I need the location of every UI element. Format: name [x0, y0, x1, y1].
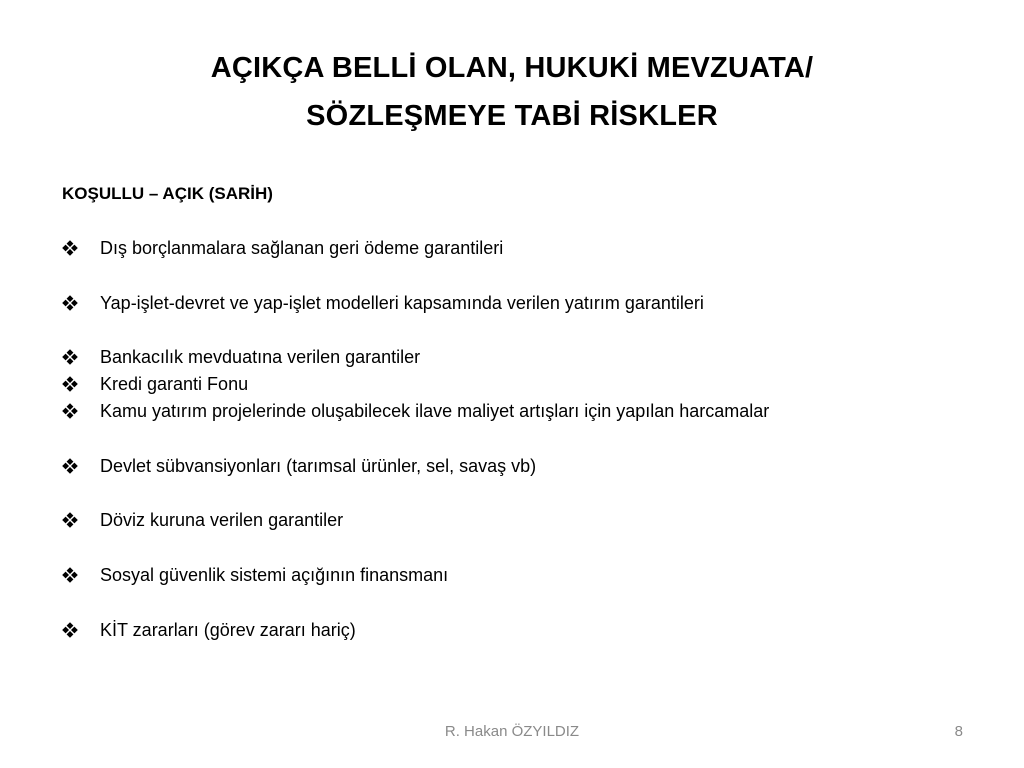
bullet-item	[62, 344, 420, 370]
slide-title-line-2: SÖZLEŞMEYE TABİ RİSKLER	[306, 100, 718, 132]
four-diamond-bullet-icon	[62, 295, 100, 311]
bullet-text: Devlet sübvansiyonları (tarımsal ürünler, sel, savaş vb)	[100, 455, 537, 476]
bullet-item	[62, 617, 356, 643]
bullet-text: Yap-işlet-devret ve yap-işlet modelleri kapsamında verilen yatırım garantileri	[100, 292, 704, 313]
footer-author: R. Hakan ÖZYILDIZ	[444, 723, 580, 740]
bullet-item	[62, 507, 343, 533]
four-diamond-bullet-icon	[62, 403, 100, 419]
bullet-text: Kredi garanti Fonu	[100, 373, 249, 394]
bullet-text: KİT zararları (görev zararı hariç)	[100, 619, 356, 640]
bullet-item	[62, 562, 448, 588]
four-diamond-bullet-icon	[62, 240, 100, 256]
slide-title-line-1: AÇIKÇA BELLİ OLAN, HUKUKİ MEVZUATA/	[210, 52, 814, 84]
bullet-text: Sosyal güvenlik sistemi açığının finansmanı	[100, 564, 449, 585]
bullet-item	[62, 235, 503, 261]
bullet-text: Kamu yatırım projelerinde oluşabilecek ilave maliyet artışları için yapılan harcamalar	[100, 400, 770, 421]
section-subtitle: KOŞULLU – AÇIK (SARİH)	[62, 184, 273, 203]
four-diamond-bullet-icon	[62, 458, 100, 474]
bullet-item	[62, 290, 704, 316]
bullet-text: Dış borçlanmalara sağlanan geri ödeme garantileri	[100, 237, 504, 258]
four-diamond-bullet-icon	[62, 349, 100, 365]
page-number: 8	[954, 723, 963, 740]
bullet-item	[62, 371, 248, 397]
bullet-text: Bankacılık mevduatına verilen garantiler	[100, 346, 421, 367]
four-diamond-bullet-icon	[62, 622, 100, 638]
bullet-item	[62, 453, 536, 479]
bullet-item	[62, 398, 769, 424]
bullet-text: Döviz kuruna verilen garantiler	[100, 509, 344, 530]
slide-title	[0, 44, 1024, 140]
four-diamond-bullet-icon	[62, 376, 100, 392]
four-diamond-bullet-icon	[62, 567, 100, 583]
four-diamond-bullet-icon	[62, 512, 100, 528]
